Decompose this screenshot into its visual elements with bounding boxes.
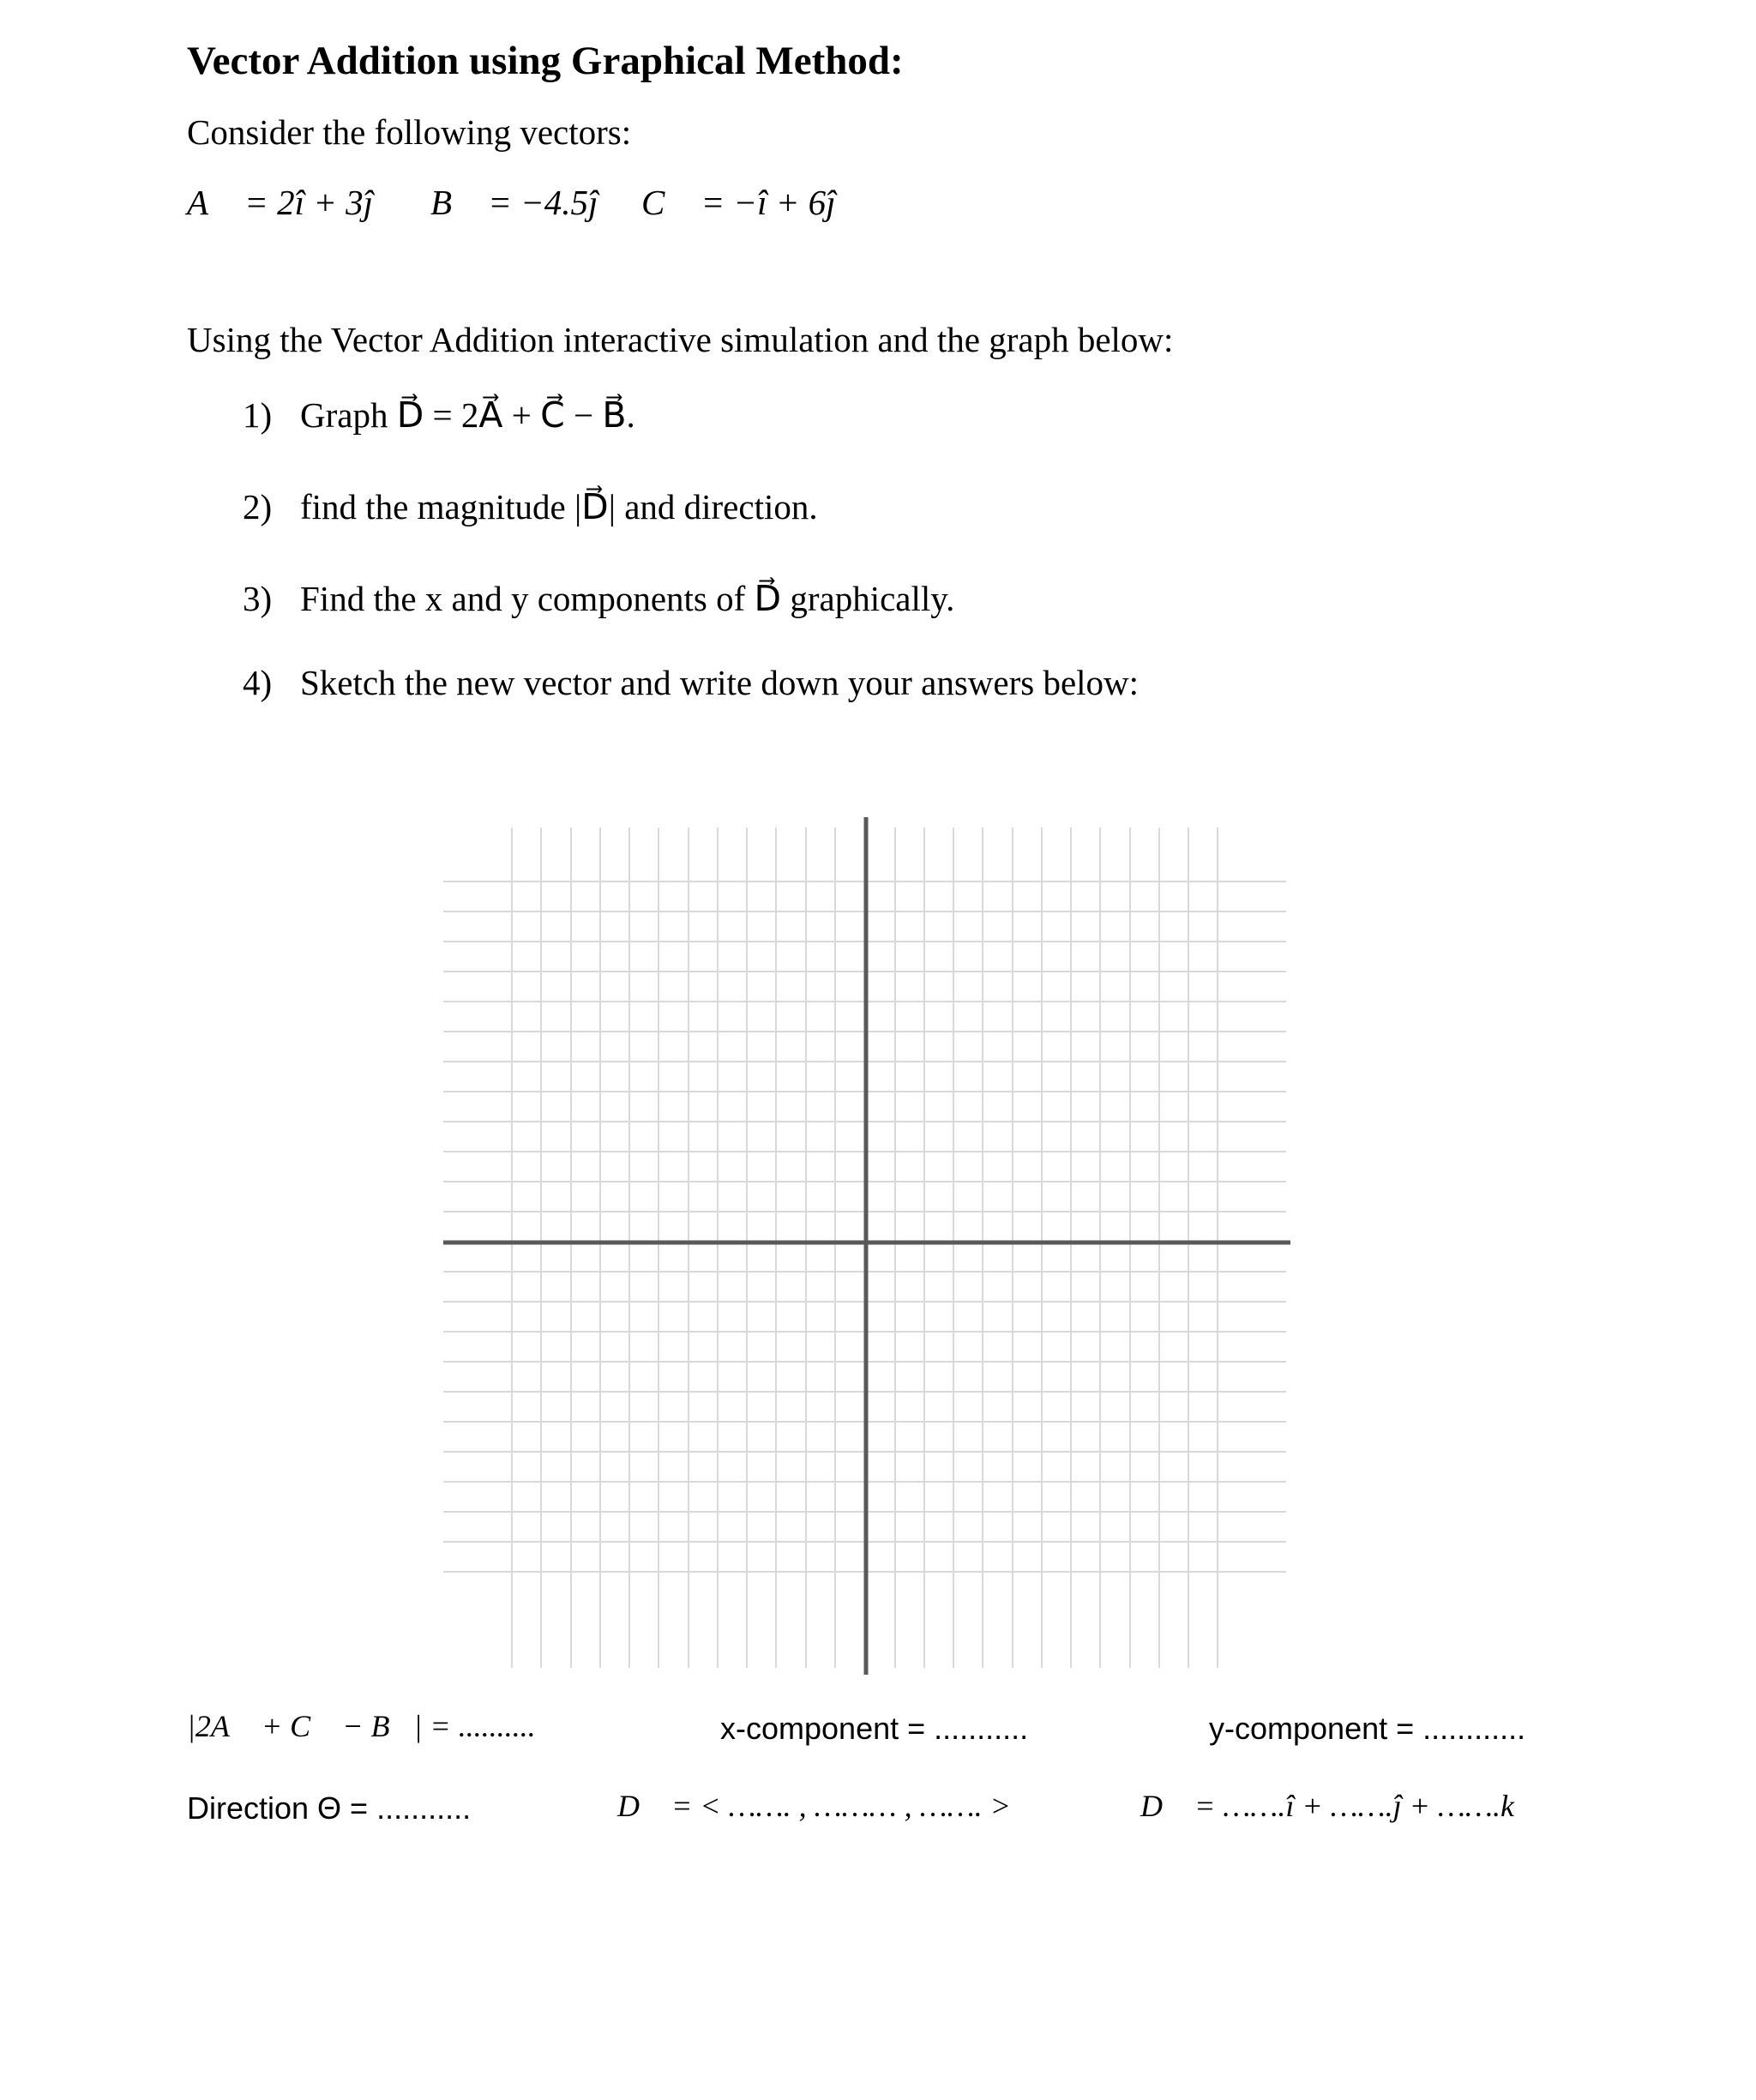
step-number: 2) xyxy=(243,487,273,527)
vector-c: C⃗ = −î + 6ĵ xyxy=(641,183,836,222)
intro-text: Consider the following vectors: xyxy=(187,112,632,152)
page-title: Vector Addition using Graphical Method: xyxy=(187,39,904,83)
magnitude-answer[interactable]: |2A⃗ + C⃗ − B⃗| = .......... xyxy=(187,1709,536,1743)
step-number: 1) xyxy=(243,395,273,435)
step-text: Graph D⃗ = 2A⃗ + C⃗ − B⃗. xyxy=(300,395,635,435)
direction-answer[interactable]: Direction Θ = ........... xyxy=(187,1790,472,1826)
step-text: Find the x and y components of D⃗ graphically. xyxy=(300,579,955,618)
vector-b: B⃗ = −4.5ĵ xyxy=(430,183,598,222)
y-component-answer[interactable]: y-component = ............ xyxy=(1209,1711,1526,1746)
d-vector-components-answer[interactable]: D⃗ = < ……. , ……… , ……. > xyxy=(617,1789,1011,1823)
step-number: 4) xyxy=(243,663,273,702)
step-text: find the magnitude |D⃗| and direction. xyxy=(300,487,818,527)
instructions-text: Using the Vector Addition interactive simulation and the graph below: xyxy=(187,320,1174,359)
x-component-answer[interactable]: x-component = ........... xyxy=(720,1711,1029,1746)
step-number: 3) xyxy=(243,579,273,618)
d-unit-vector-answer[interactable]: D⃗ = …….î + …….ĵ + …….k⃗ xyxy=(1140,1789,1538,1823)
vector-a: A⃗ = 2î + 3ĵ xyxy=(187,183,374,222)
step-text: Sketch the new vector and write down your answers below: xyxy=(300,663,1140,702)
